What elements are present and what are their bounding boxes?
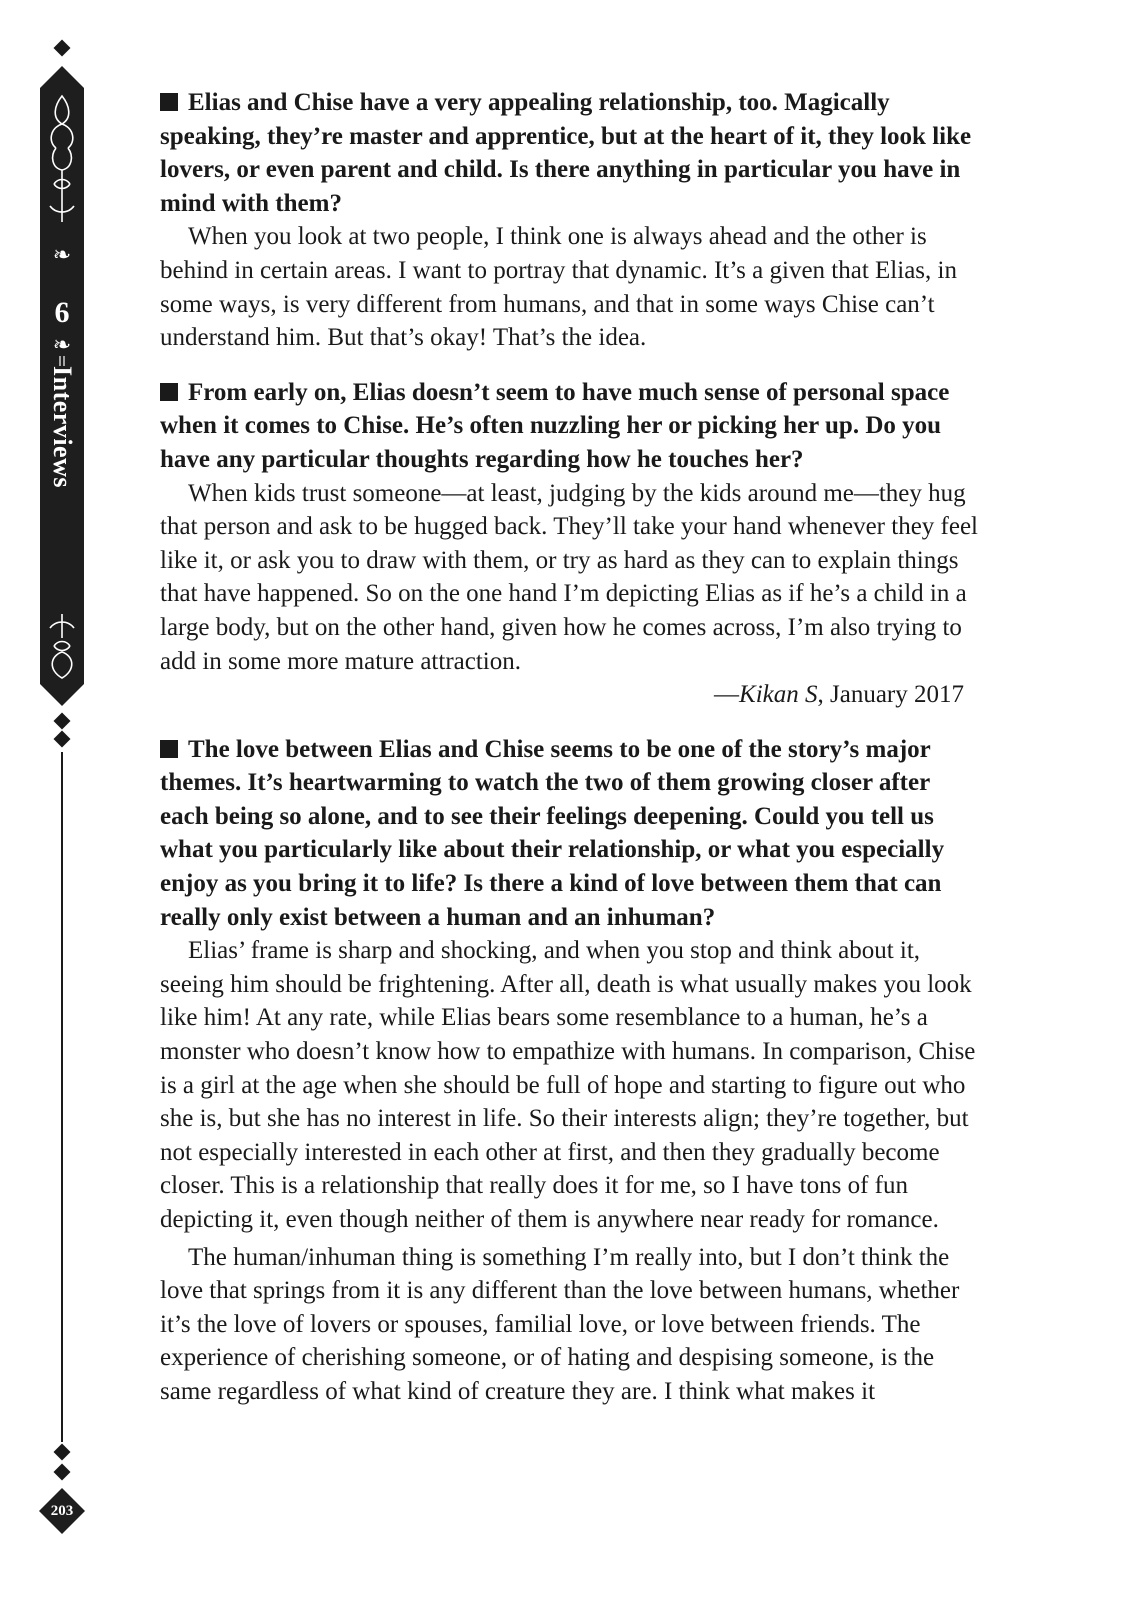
flourish-bottom-icon: ❧ <box>52 332 72 357</box>
lower-diamond-ornament <box>54 713 71 730</box>
question-square-icon <box>160 93 178 111</box>
qa-block-1 <box>160 86 980 355</box>
answer-2: When kids trust someone—at least, judging by the kids around me—they hug that person and ask to be hugged back. They’ll take your hand whenever they feel like it, or ask you to draw with them, or try as hard as they can to explain things that have happened. So on the one hand I’m depicting Elias as if he’s a child in a large body, but on the other hand, given how he comes across, I’m also trying to add in some more mature attraction. <box>160 479 979 675</box>
question-square-icon <box>160 383 178 401</box>
lower-diamond-ornament-2 <box>54 731 71 748</box>
interview-body <box>160 86 980 1430</box>
bottom-diamond-ornament-2 <box>54 1464 71 1481</box>
question-3 <box>160 733 980 935</box>
chapter-number: 6 <box>54 296 70 329</box>
credit-source: Kikan S <box>739 681 818 709</box>
side-vertical-rule <box>61 752 63 1442</box>
answer-3b: The human/inhuman thing is something I’m really into, but I don’t think the love that springs from it is any different than the love between humans, whether it’s the love of lovers or spouses, familial love, or love between friends. The experience of cherishing someone, or of hating and despising someone, is the same regardless of what kind of creature they are. I think what makes it <box>160 1243 960 1405</box>
bottom-diamond-ornament <box>54 1444 71 1461</box>
credit-date: , January 2017 <box>817 681 964 709</box>
answer-3a: Elias’ frame is sharp and shocking, and when you stop and think about it, seeing him should be frightening. After all, death is what usually makes you look like him! At any rate, while Elias bears some resemblance to a human, he’s a monster who doesn’t know how to empathize with humans. In comparison, Chise is a girl at the age when she should be full of hope and starting to figure out who she is, but she has no interest in life. So their interests align; they’re together, but not especially interested in each other at first, and then they gradually become closer. This is a relationship that really does it for me, so I have tons of fun depicting it, even though neither of them is anywhere near ready for romance. <box>160 937 976 1233</box>
answer-1: When you look at two people, I think one is always ahead and the other is behind in certain areas. I want to portray that dynamic. It’s a given that Elias, in some ways, is very different from humans, and that in some ways Chise can’t understand him. But that’s okay! That’s the idea. <box>160 223 957 352</box>
question-2-text: From early on, Elias doesn’t seem to have much sense of personal space when it comes to Chise. He’s often nuzzling her or picking her up. Do you have any particular thoughts regarding how he touches her? <box>160 378 950 473</box>
question-square-icon <box>160 740 178 758</box>
flourish-top-icon: ❧ <box>52 242 72 267</box>
question-3-text: The love between Elias and Chise seems to be one of the story’s major themes. It’s heartwarming to watch the two of them growing closer after each being so alone, and to see their feelings deepening. Could you tell us what you particularly like about their relationship, or what you especially enjoy as you bring it to life? Is there a kind of love between them that can really only exist between a human and an inhuman? <box>160 735 945 931</box>
qa-block-2 <box>160 376 980 712</box>
section-label: Interviews <box>48 366 77 488</box>
page-number: 203 <box>50 1503 74 1519</box>
top-diamond-ornament <box>54 40 71 57</box>
question-1 <box>160 86 980 220</box>
qa-block-3 <box>160 733 980 1409</box>
source-credit <box>160 678 980 712</box>
question-2 <box>160 376 980 477</box>
chapter-side-tab <box>40 66 84 706</box>
question-1-text: Elias and Chise have a very appealing relationship, too. Magically speaking, they’re master and apprentice, but at the heart of it, they look like lovers, or even parent and child. Is there anything in particular you have in mind with them? <box>160 89 972 217</box>
credit-dash: — <box>714 681 740 709</box>
